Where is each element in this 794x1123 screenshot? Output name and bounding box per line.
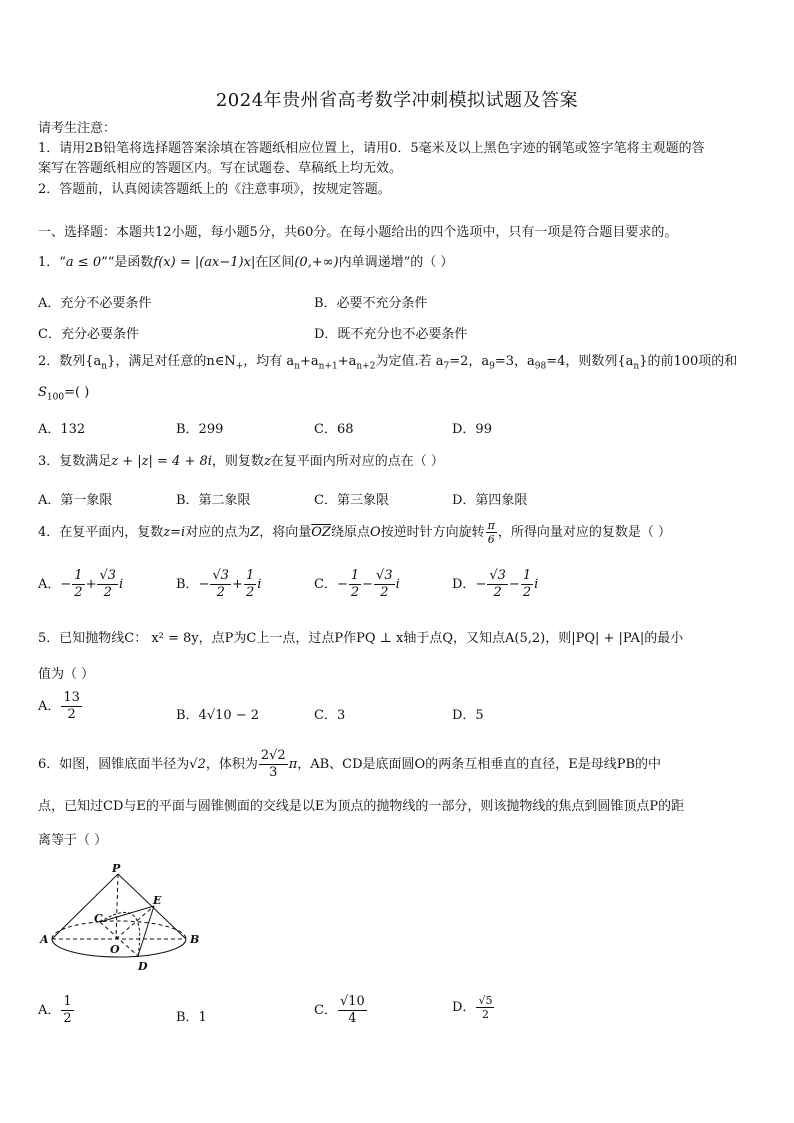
- notice-heading: 请考生注意：: [38, 121, 117, 136]
- fig-label-b: B: [190, 933, 200, 946]
- q5-option-a[interactable]: A． $\frac{13}{2}$: [38, 690, 80, 722]
- section-heading: 一、选择题：本题共12小题，每小题5分，共60分。在每小题给出的四个选项中，只有一项是符合题目要求的。: [38, 225, 678, 240]
- q2-option-b[interactable]: B．299: [176, 422, 224, 437]
- question-1: 1．“a ≤ 0”“是函数f(x) = |(ax−1)x|在区间(0,+∞)内单调递增”的（ ）: [38, 255, 454, 270]
- q4-option-b[interactable]: B．− $\frac{√3}{2}$ + $\frac{1}{2}$ i: [176, 568, 262, 600]
- q1-option-c[interactable]: C．充分必要条件: [38, 327, 139, 342]
- question-6-line2: 点，已知过CD与E的平面与圆锥侧面的交线是以E为顶点的抛物线的一部分，则该抛物线的焦点到圆锥顶点P的距: [38, 799, 685, 814]
- q1-option-a[interactable]: A．充分不必要条件: [38, 296, 152, 311]
- notice-item: 2．答题前，认真阅读答题纸上的《注意事项》，按规定答题。: [38, 182, 391, 197]
- q3-option-d[interactable]: D．第四象限: [452, 493, 528, 508]
- vector-oz: $\overline{OZ}$: [311, 525, 331, 540]
- q2-option-a[interactable]: A．132: [38, 422, 86, 437]
- fig-label-c: C: [94, 912, 103, 925]
- q2-option-c[interactable]: C．68: [314, 422, 354, 437]
- question-2-line2: $S_{100}=$( ): [38, 385, 90, 403]
- notice-item: 1．请用2B铅笔将选择题答案涂填在答题纸相应位置上，请用0．5毫米及以上黑色字迹的钢笔或签字笔将主观题的答: [38, 141, 705, 156]
- q2-option-d[interactable]: D．99: [452, 422, 492, 437]
- q6-option-a[interactable]: A． $\frac{1}{2}$: [38, 994, 72, 1026]
- question-4: 4．在复平面内，复数z=i对应的点为Z，将向量$\overline{OZ}$绕原点O按逆时针方向旋转 $\frac{\pi}{6}$ ，所得向量对应的复数是（ ）: [38, 519, 672, 546]
- fig-label-p: P: [112, 862, 121, 875]
- q5-option-c[interactable]: C．3: [314, 708, 346, 723]
- fig-label-o: O: [110, 943, 120, 956]
- q4-option-d[interactable]: D．− $\frac{√3}{2}$ − $\frac{1}{2}$ i: [452, 568, 539, 600]
- q3-option-b[interactable]: B．第二象限: [176, 493, 251, 508]
- q3-option-a[interactable]: A．第一象限: [38, 493, 113, 508]
- q6-option-b[interactable]: B．1: [176, 1010, 207, 1025]
- q5-option-d[interactable]: D．5: [452, 708, 484, 723]
- q3-option-c[interactable]: C．第三象限: [314, 493, 389, 508]
- rotation-fraction: $\frac{\pi}{6}$: [487, 519, 495, 546]
- question-5: 5．已知抛物线C： x² = 8y，点P为C上一点，过点P作PQ ⊥ x轴于点Q，又知点A(5,2)，则|PQ| + |PA|的最小: [38, 631, 684, 646]
- page-title: 2024年贵州省高考数学冲刺模拟试题及答案: [215, 90, 579, 111]
- q4-option-a[interactable]: A．− $\frac{1}{2}$ + $\frac{√3}{2}$ i: [38, 568, 124, 600]
- notice-item: 案写在答题纸相应的答题区内。写在试题卷、草稿纸上均无效。: [38, 161, 403, 176]
- question-6: 6．如图，圆锥底面半径为√2，体积为 $\frac{2√2}{3}$ π，AB、CD是底面圆O的两条互相垂直的直径，E是母线PB的中: [38, 748, 661, 780]
- q4-option-c[interactable]: C．− $\frac{1}{2}$ − $\frac{√3}{2}$ i: [314, 568, 400, 600]
- question-6-line3: 离等于（ ）: [38, 833, 108, 848]
- q6-option-d[interactable]: D． $\frac{√5}{2}$: [452, 994, 493, 1021]
- q5-option-b[interactable]: B．4√10 − 2: [176, 708, 260, 723]
- fig-label-a: A: [40, 933, 49, 946]
- q6-option-c[interactable]: C． $\frac{√10}{4}$: [314, 994, 365, 1026]
- question-2: 2．数列$\{a_n\}$，满足对任意的$n\in N_+$，均有 $a_n+a_{n+1}+a_{n+2}$为定值.若 $a_7=2$，$a_9=3$，$a_{98}=4$，则数列$\{a_n\}$的前100项的和: [38, 354, 738, 372]
- cone-figure: [38, 862, 208, 977]
- question-3: 3．复数满足z + |z| = 4 + 8i，则复数z在复平面内所对应的点在（ ）: [38, 454, 444, 469]
- q1-option-b[interactable]: B．必要不充分条件: [314, 296, 428, 311]
- question-5-line2: 值为（ ）: [38, 667, 95, 682]
- fig-label-d: D: [138, 960, 148, 973]
- q1-option-d[interactable]: D．既不充分也不必要条件: [314, 327, 468, 342]
- fig-label-e: E: [153, 894, 162, 907]
